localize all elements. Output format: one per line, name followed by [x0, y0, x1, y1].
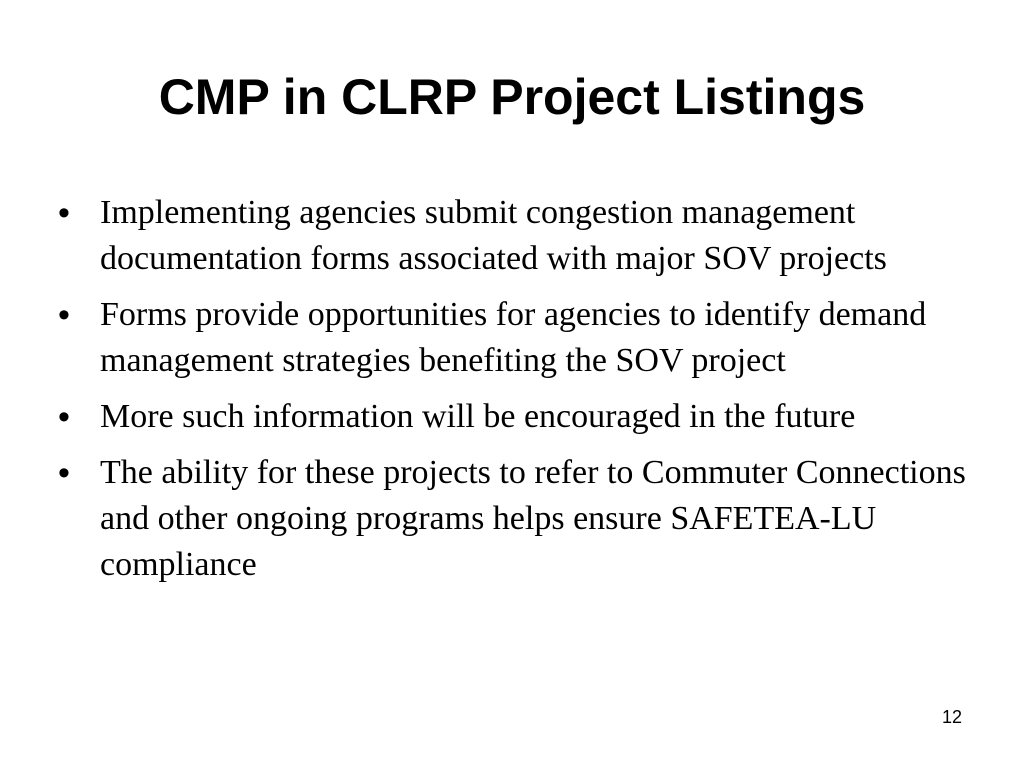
bullet-list: [58, 190, 998, 598]
slide-number: 12: [941, 707, 962, 727]
bullet-item-2: [58, 292, 998, 384]
bullet-dot-icon: •: [58, 194, 70, 232]
bullet-item-3: [58, 394, 998, 440]
bullet-dot-icon: •: [58, 454, 70, 492]
bullet-text-2: Forms provide opportunities for agencies to identify demand management strategies benefiting the SOV project: [100, 296, 927, 379]
bullet-item-1: [58, 190, 998, 282]
bullet-text-1: Implementing agencies submit congestion management documentation forms associated with major SOV projects: [100, 194, 887, 277]
bullet-dot-icon: •: [58, 296, 70, 334]
bullet-text-4: The ability for these projects to refer to Commuter Connections and other ongoing programs helps ensure SAFETEA-LU compliance: [100, 454, 966, 583]
slide-title: CMP in CLRP Project Listings: [158, 69, 866, 125]
bullet-item-4: [58, 450, 998, 588]
bullet-dot-icon: •: [58, 398, 70, 436]
bullet-text-3: More such information will be encouraged in the future: [100, 398, 856, 435]
